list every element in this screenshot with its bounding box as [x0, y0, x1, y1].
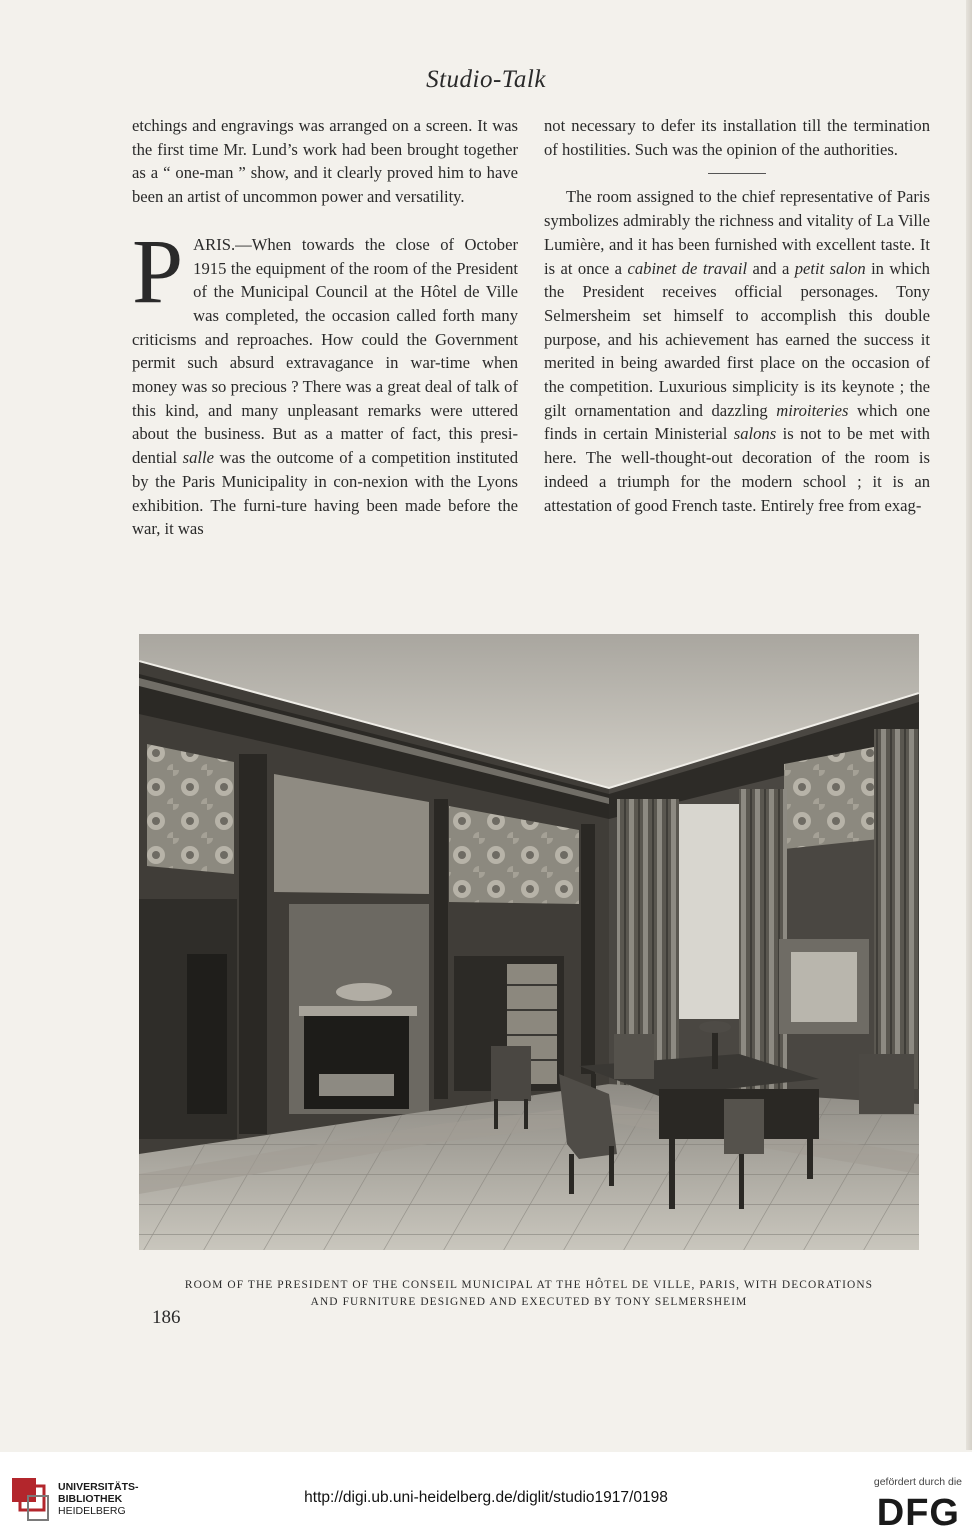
running-head: Studio-Talk: [426, 66, 546, 93]
library-name-line-1: UNIVERSITÄTS-: [58, 1481, 139, 1493]
italic-cabinet: cabinet de travail: [627, 258, 748, 278]
drop-cap: P: [132, 219, 184, 322]
left-paragraph-1: etchings and engravings was arranged on a screen. It was the first time Mr. Lund’s work had been brought together as a “ one-man ” show, and it clearly proved him to have been an artist of uncommon power and versatility.: [132, 116, 518, 207]
digitization-footer: [0, 1452, 972, 1536]
right-paragraph-2-text-c: in which the President receives official personages. Tony Selmersheim set himself to accomplish this double purpose, and his achievement has earned the success it merited in being awarded first place on the occasion of the competition. Luxurious simplicity is its keynote ; the gilt ornamentation and dazzling: [544, 258, 930, 420]
italic-salle: salle: [182, 448, 215, 468]
sponsor-label: gefördert durch die: [873, 1476, 962, 1488]
right-paragraph-2-text-a: The room assigned to the chief representative of Paris symbolizes admirably the richness and vitality of La Ville Lumière, and it has been furnished with excellent taste. It is at once a: [544, 187, 930, 278]
page-edge: [966, 0, 972, 1450]
dfg-logo: DFG: [876, 1492, 960, 1534]
library-name-line-3: HEIDELBERG: [58, 1505, 126, 1517]
right-paragraph-2-text-e: is not to be met with here. The well-thought-out decoration of the room is indeed a triumph for the modern school ; it is an attestation of good French taste. Entirely free from exag-: [544, 424, 930, 515]
right-paragraph-2-text-d: which one finds in certain Ministerial: [544, 400, 931, 444]
room-photograph-illustration: [139, 634, 919, 1250]
caption-line-1: ROOM OF THE PRESIDENT OF THE CONSEIL MUNICIPAL AT THE HÔTEL DE VILLE, PARIS, WITH DECORATIONS: [184, 1279, 874, 1291]
italic-petit-salon: petit salon: [794, 258, 866, 278]
permalink-url[interactable]: http://digi.ub.uni-heidelberg.de/diglit/studio1917/0198: [304, 1489, 668, 1506]
right-column: [544, 114, 930, 517]
left-paragraph-2-text-a: ARIS.—When towards the close of October 1915 the equipment of the room of the President of the Municipal Council at the Hôtel de Ville was completed, the occasion called forth many criticisms and reproaches. How could the Government permit such absurd extravagance in war-time when money was so precious ? There was a great deal of talk of this kind, and many unpleasant remarks were uttered about the business. But as a matter of fact, this presi-dential: [132, 234, 518, 468]
right-paragraph-2-text-b: and a: [747, 258, 795, 278]
figure-caption: [139, 1277, 919, 1311]
page-number: 186: [152, 1307, 181, 1328]
caption-line-2: AND FURNITURE DESIGNED AND EXECUTED BY TONY SELMERSHEIM: [310, 1296, 748, 1308]
right-paragraph-1: not necessary to defer its installation till the termination of hostilities. Such was the opinion of the authorities.: [544, 116, 930, 159]
room-photograph: [139, 634, 919, 1250]
italic-salons: salons: [733, 424, 777, 444]
right-paragraph-2: [544, 185, 930, 517]
left-column: [132, 114, 518, 541]
left-paragraph-2: [132, 219, 518, 541]
left-paragraph-2-text-b: was the outcome of a competition instituted by the Paris Municipality in con-nexion with the Lyons exhibition. The furni-ture having been made before the war, it was: [132, 448, 518, 539]
section-divider: [708, 173, 766, 174]
library-name-line-2: BIBLIOTHEK: [58, 1493, 123, 1505]
paragraph-gap: [132, 209, 518, 233]
italic-miroiteries: miroiteries: [776, 400, 849, 420]
